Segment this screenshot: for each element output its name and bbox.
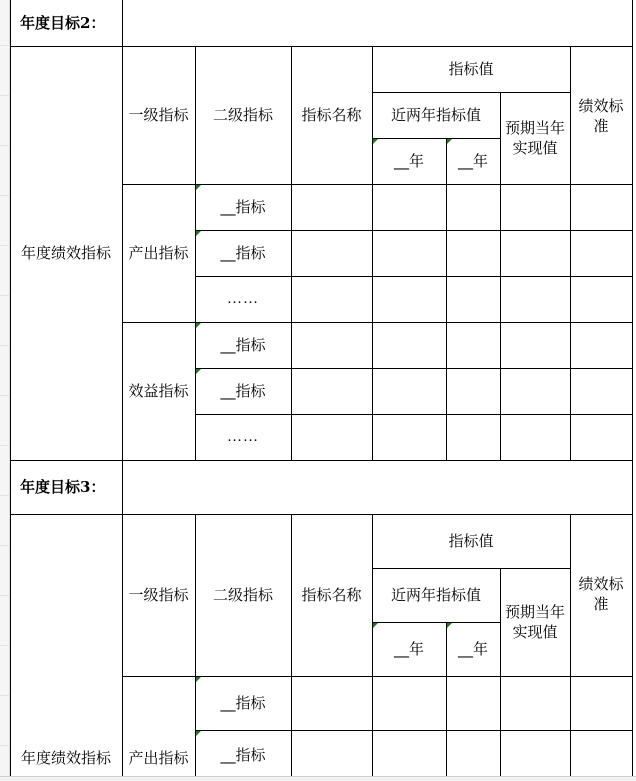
section-b-col-standard[interactable]: 绩效标准 (578, 575, 624, 613)
section-a-col-recent[interactable]: 近两年指标值 (390, 106, 481, 124)
section-b-col-name[interactable]: 指标名称 (301, 586, 362, 604)
section-a-col-expected[interactable]: 预期当年实现值 (504, 119, 565, 157)
section-a-title[interactable]: 年度目标2： (20, 14, 106, 32)
section-a-col-name[interactable]: 指标名称 (301, 106, 362, 124)
section-a-col-year1[interactable]: __年 (393, 152, 424, 170)
section-b-title[interactable]: 年度目标3： (20, 478, 106, 496)
section-a-benefit-item-3[interactable]: …… (227, 429, 259, 445)
section-a-output-item-3[interactable]: …… (227, 291, 259, 307)
section-b-col-recent[interactable]: 近两年指标值 (390, 586, 481, 604)
section-b-output-item-1[interactable]: __指标 (220, 694, 266, 712)
section-a-title-value-cell[interactable] (123, 0, 632, 46)
section-a-output-item-1[interactable]: __指标 (220, 198, 266, 216)
row-gutter (0, 0, 10, 781)
section-a-group-benefit[interactable]: 效益指标 (128, 382, 189, 400)
section-b-group-output[interactable]: 产出指标 (128, 749, 189, 767)
section-b-output-item-2[interactable]: __指标 (220, 746, 266, 764)
section-a-output-item-2[interactable]: __指标 (220, 244, 266, 262)
section-a-col-value[interactable]: 指标值 (448, 60, 494, 78)
section-a-row-header[interactable]: 年度绩效指标 (20, 244, 111, 262)
section-b-row-header[interactable]: 年度绩效指标 (20, 749, 111, 767)
section-b-col-year2[interactable]: __年 (457, 640, 488, 658)
section-a-benefit-item-1[interactable]: __指标 (220, 336, 266, 354)
section-a-col-level2[interactable]: 二级指标 (212, 106, 273, 124)
section-b-col-value[interactable]: 指标值 (448, 532, 494, 550)
horizontal-scrollbar[interactable] (0, 776, 636, 781)
section-a-col-standard[interactable]: 绩效标准 (578, 97, 624, 135)
section-b-col-year1[interactable]: __年 (393, 640, 424, 658)
section-a-col-year2[interactable]: __年 (457, 152, 488, 170)
section-b-col-level1[interactable]: 一级指标 (128, 586, 189, 604)
section-b-title-value-cell[interactable] (123, 461, 632, 514)
section-a-benefit-item-2[interactable]: __指标 (220, 382, 266, 400)
section-b-col-expected[interactable]: 预期当年实现值 (504, 603, 565, 641)
section-a-col-level1[interactable]: 一级指标 (128, 106, 189, 124)
section-a-group-output[interactable]: 产出指标 (128, 244, 189, 262)
section-b-col-level2[interactable]: 二级指标 (212, 586, 273, 604)
